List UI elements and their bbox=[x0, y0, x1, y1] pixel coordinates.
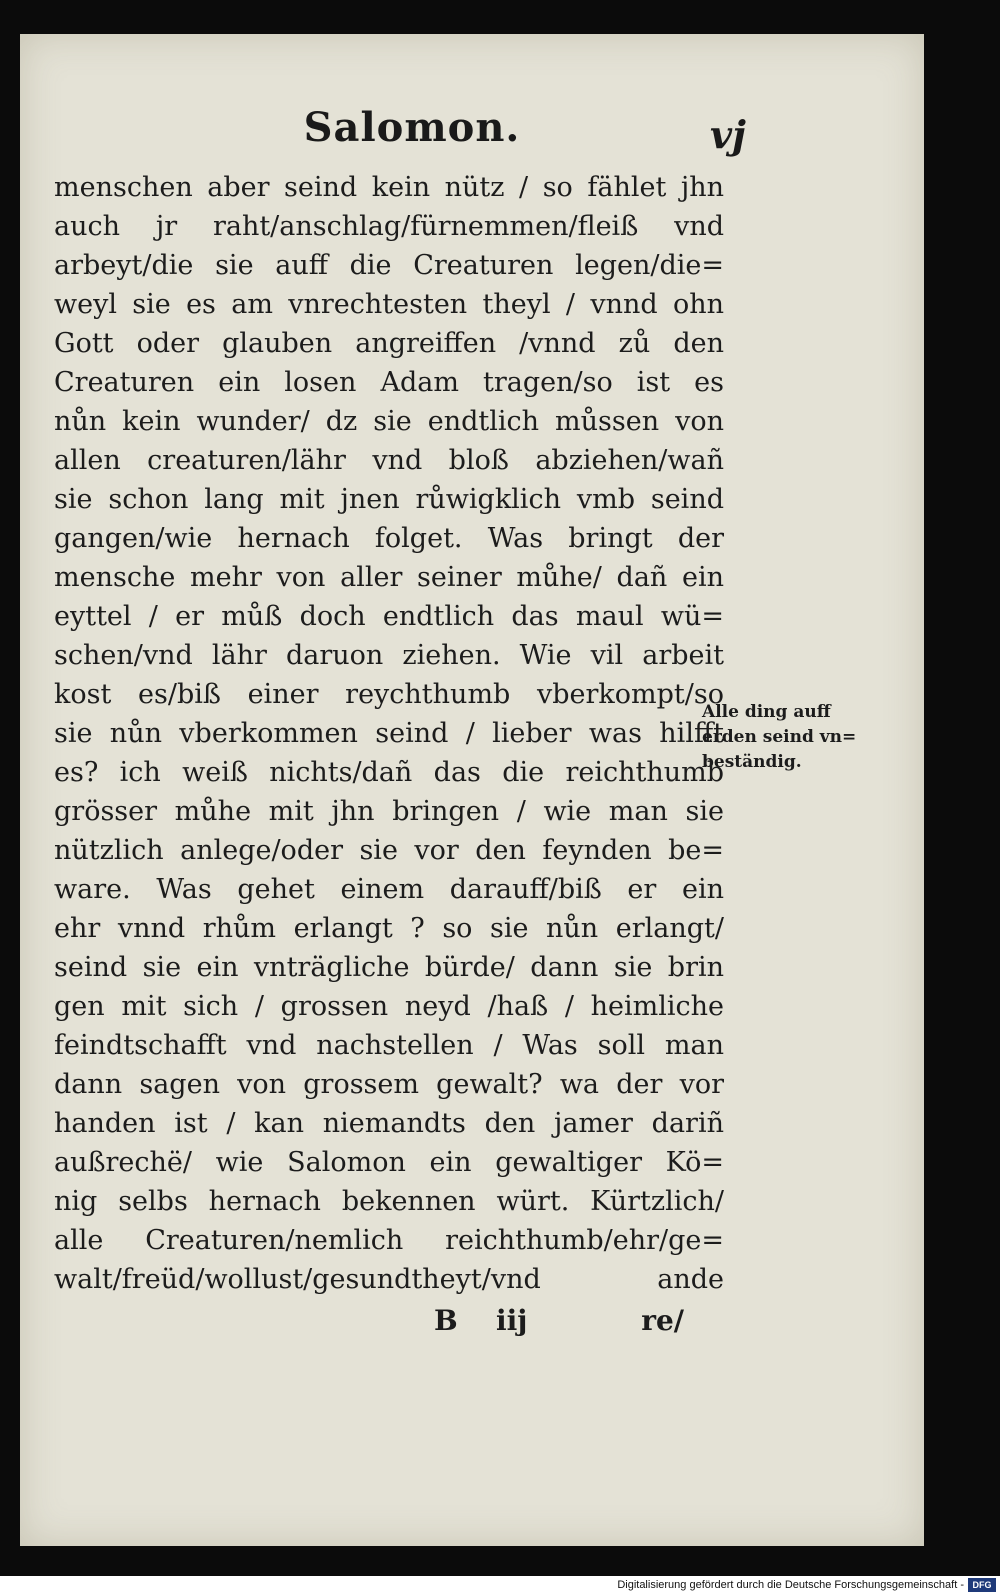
text-line: mensche mehr von aller seiner můhe/ dañ ein bbox=[54, 562, 724, 593]
text-line: nig selbs hernach bekennen würt. Kürtzlich/ bbox=[54, 1186, 724, 1217]
dfg-logo-icon: DFG bbox=[968, 1578, 996, 1592]
text-line: es? ich weiß nichts/dañ das die reichthumb bbox=[54, 757, 724, 788]
running-header: Salomon. bbox=[303, 104, 521, 151]
text-line: außrechë/ wie Salomon ein gewaltiger Kö= bbox=[54, 1147, 724, 1178]
text-line: gen mit sich / grossen neyd /haß / heimliche bbox=[54, 991, 724, 1022]
text-line: auch jr raht/anschlag/fürnemmen/fleiß vnd bbox=[54, 211, 724, 242]
footer-credit: Digitalisierung gefördert durch die Deutsche Forschungsgemeinschaft - bbox=[617, 1579, 964, 1591]
text-line: dann sagen von grossem gewalt? wa der vor bbox=[54, 1069, 724, 1100]
marginal-note-line: beständig. bbox=[702, 752, 802, 772]
text-line: feindtschafft vnd nachstellen / Was soll man bbox=[54, 1030, 724, 1061]
text-line: ware. Was gehet einem darauff/biß er ein bbox=[54, 874, 724, 905]
text-line: nůn kein wunder/ dz sie endtlich můssen von bbox=[54, 406, 724, 437]
text-line: eyttel / er můß doch endtlich das maul wü= bbox=[54, 601, 724, 632]
marginal-note bbox=[702, 700, 862, 775]
text-line: grösser můhe mit jhn bringen / wie man sie bbox=[54, 796, 724, 827]
text-line: walt/freüd/wollust/gesundtheyt/vnd ande bbox=[54, 1264, 724, 1295]
text-line: Gott oder glauben angreiffen /vnnd zů den bbox=[54, 328, 724, 359]
text-line: alle Creaturen/nemlich reichthumb/ehr/ge= bbox=[54, 1225, 724, 1256]
main-text-block bbox=[54, 168, 724, 1299]
text-line: sie nůn vberkommen seind / lieber was hilfft bbox=[54, 718, 724, 749]
text-line: sie schon lang mit jnen růwigklich vmb seind bbox=[54, 484, 724, 515]
text-line: seind sie ein vnträgliche bürde/ dann sie brin bbox=[54, 952, 724, 983]
text-line: arbeyt/die sie auff die Creaturen legen/die= bbox=[54, 250, 724, 281]
text-line: menschen aber seind kein nütz / so fählet jhn bbox=[54, 172, 724, 203]
text-line: gangen/wie hernach folget. Was bringt der bbox=[54, 523, 724, 554]
signature-line bbox=[434, 1304, 684, 1344]
text-line: kost es/biß einer reychthumb vberkompt/so bbox=[54, 679, 724, 710]
signature-letter: B bbox=[434, 1304, 458, 1337]
catchword: re/ bbox=[641, 1304, 684, 1337]
text-line: nützlich anlege/oder sie vor den feynden be= bbox=[54, 835, 724, 866]
marginal-note-line: Alle ding auff bbox=[702, 702, 831, 722]
book-page bbox=[20, 34, 924, 1546]
folio-number: vj bbox=[710, 112, 746, 157]
text-line: ehr vnnd rhům erlangt ? so sie nůn erlangt/ bbox=[54, 913, 724, 944]
text-line: handen ist / kan niemandts den jamer dariñ bbox=[54, 1108, 724, 1139]
signature-number: iij bbox=[496, 1304, 528, 1337]
text-line: schen/vnd lähr daruon ziehen. Wie vil arbeit bbox=[54, 640, 724, 671]
marginal-note-line: erden seind vn= bbox=[702, 727, 857, 747]
text-line: weyl sie es am vnrechtesten theyl / vnnd ohn bbox=[54, 289, 724, 320]
text-line: Creaturen ein losen Adam tragen/so ist es bbox=[54, 367, 724, 398]
text-line: allen creaturen/lähr vnd bloß abziehen/wañ bbox=[54, 445, 724, 476]
